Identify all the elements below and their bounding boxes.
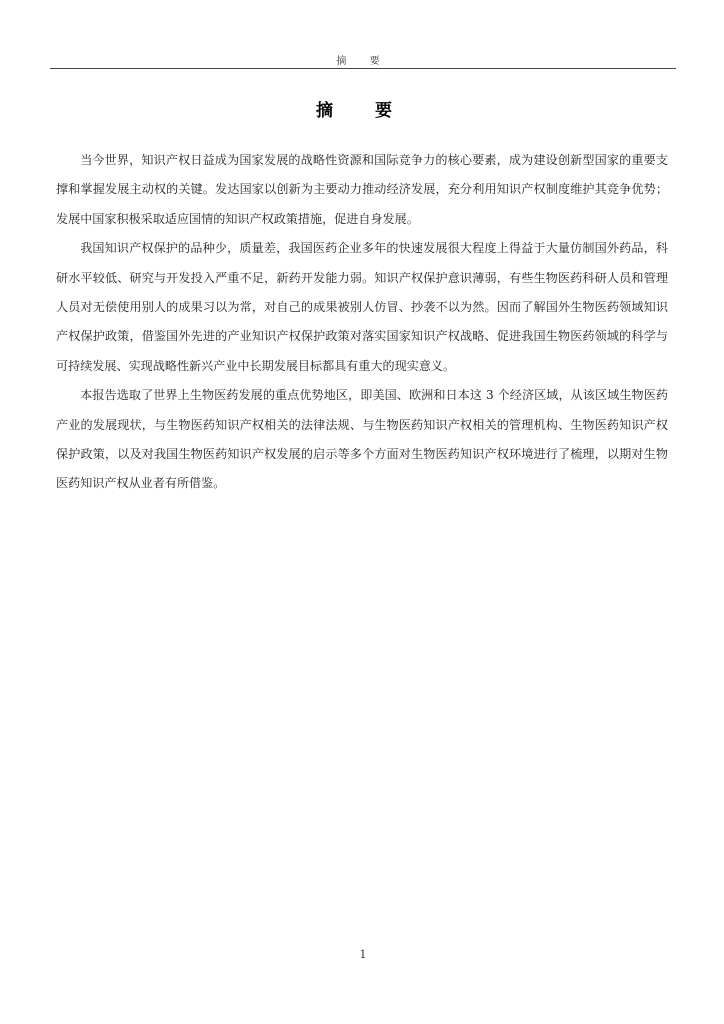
paragraph: 我国知识产权保护的品种少，质量差，我国医药企业多年的快速发展很大程度上得益于大量仿制国外药品，科研水平较低、研究与开发投入严重不足，新药开发能力弱。知识产权保护意识薄弱，有些生物医药科研人员和管理人员对无偿使用别人的成果习以为常，对自己的成果被别人仿冒、抄袭不以为然。因而了解国外生物医药领域知识产权保护政策，借鉴国外先进的产业知识产权保护政策对落实国家知识产权战略、促进我国生物医药领域的科学与可持续发展、实现战略性新兴产业中长期发展目标都具有重大的现实意义。	[56, 241, 668, 373]
running-header: 摘 要	[336, 56, 390, 67]
page-number: 1	[359, 948, 367, 961]
page-title: 摘 要	[316, 101, 410, 121]
paragraph: 当今世界，知识产权日益成为国家发展的战略性资源和国际竞争力的核心要素，成为建设创新型国家的重要支撑和掌握发展主动权的关键。发达国家以创新为主要动力推动经济发展，充分利用知识产权制度维护其竞争优势；发展中国家积极采取适应国情的知识产权政策措施，促进自身发展。	[56, 153, 668, 226]
abstract-body	[56, 146, 668, 499]
header-divider	[50, 68, 676, 69]
paragraph: 本报告选取了世界上生物医药发展的重点优势地区，即美国、欧洲和日本这 3 个经济区域，从该区域生物医药产业的发展现状，与生物医药知识产权相关的法律法规、与生物医药知识产权相关的管理机构、生物医药知识产权保护政策，以及对我国生物医药知识产权发展的启示等多个方面对生物医药知识产权环境进行了梳理，以期对生物医药知识产权从业者有所借鉴。	[56, 388, 668, 491]
